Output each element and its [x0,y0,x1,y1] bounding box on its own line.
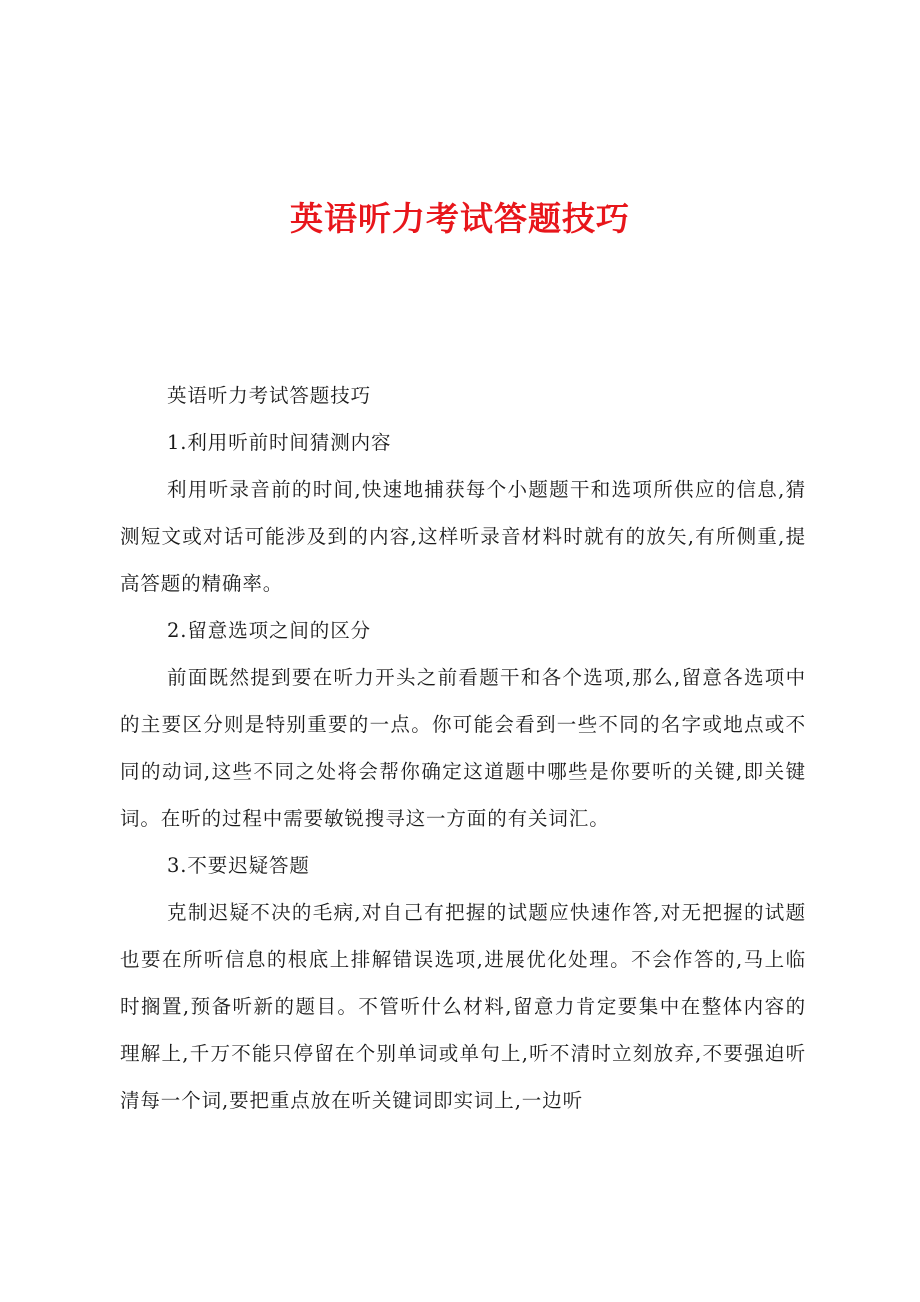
section-heading-1: 1.利用听前时间猜测内容 [167,431,392,454]
paragraph-3: 克制迟疑不决的毛病,对自己有把握的试题应快速作答,对无把握的试题也要在所听信息的根底上排解错误选项,进展优化处理。不会作答的,马上临时搁置,预备听新的题目。不管听什么材料,留意力肯定要集中在整体内容的理解上,千万不能只停留在个别单词或单句上,听不清时立刻放弃,不要强迫听清每一个词,要把重点放在听关键词即实词上,一边听 [120,901,806,1112]
section-heading-3: 3.不要迟疑答题 [167,854,310,877]
document-title: 英语听力考试答题技巧 [290,199,630,238]
document-body [120,372,806,1124]
paragraph-heading: 英语听力考试答题技巧 [167,384,372,407]
section-heading-2: 2.留意选项之间的区分 [167,619,372,642]
paragraph-2: 前面既然提到要在听力开头之前看题干和各个选项,那么,留意各选项中的主要区分则是特别重要的一点。你可能会看到一些不同的名字或地点或不同的动词,这些不同之处将会帮你确定这道题中哪些是你要听的关键,即关键词。在听的过程中需要敏锐搜寻这一方面的有关词汇。 [120,666,806,830]
paragraph-1: 利用听录音前的时间,快速地捕获每个小题题干和选项所供应的信息,猜测短文或对话可能涉及到的内容,这样听录音材料时就有的放矢,有所侧重,提高答题的精确率。 [120,478,806,595]
